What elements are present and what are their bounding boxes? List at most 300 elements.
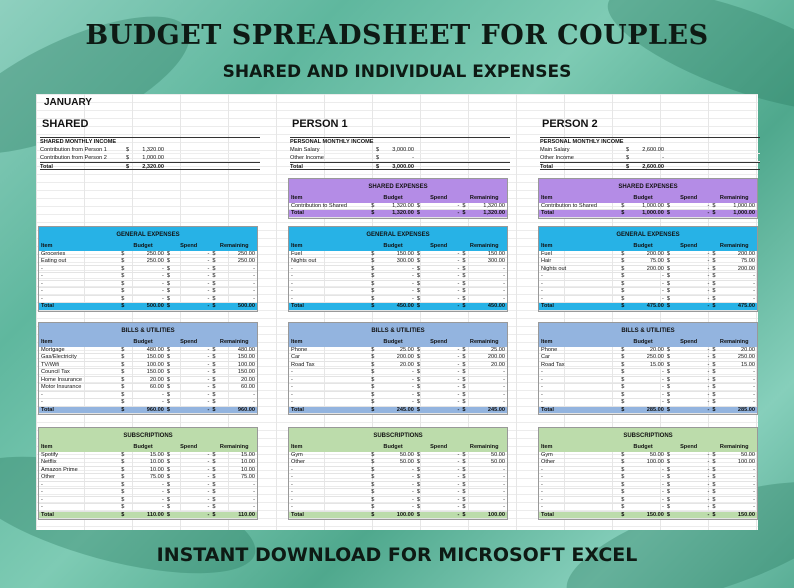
item-cell[interactable]: - [291,369,293,375]
budget-cell[interactable] [620,504,666,511]
spend-cell[interactable] [166,266,212,273]
spend-cell[interactable] [166,273,212,280]
spend-cell[interactable] [166,354,212,361]
item-cell[interactable]: Spotify [41,451,59,458]
item-cell[interactable]: TV/Wifi [41,361,60,368]
remaining-cell[interactable] [711,354,757,361]
item-cell[interactable]: Phone [541,346,558,353]
item-cell[interactable]: - [291,504,293,510]
remaining-value: - [753,376,755,383]
spend-cell[interactable] [416,273,462,280]
item-cell[interactable]: - [291,391,293,398]
remaining-cell[interactable] [711,281,757,288]
spend-cell[interactable] [166,399,212,406]
income-value[interactable]: 1,320.00 [142,147,164,153]
budget-cell[interactable] [620,296,666,303]
remaining-cell[interactable] [461,369,507,376]
remaining-cell[interactable] [211,281,257,288]
budget-cell[interactable] [370,347,416,354]
budget-cell[interactable] [120,354,166,361]
budget-cell[interactable] [620,273,666,280]
spend-cell[interactable] [666,369,712,376]
item-cell[interactable]: - [291,288,293,294]
spend-cell[interactable] [666,392,712,399]
budget-cell[interactable] [120,266,166,273]
budget-cell[interactable] [370,362,416,369]
item-cell[interactable]: Other [541,459,555,465]
remaining-cell[interactable] [211,354,257,361]
item-cell[interactable]: - [541,280,543,287]
budget-cell[interactable] [120,399,166,406]
spend-cell[interactable] [666,203,712,210]
budget-cell[interactable] [120,251,166,258]
spend-cell[interactable] [416,452,462,459]
item-cell[interactable]: Contribution to Shared [291,202,347,209]
budget-cell[interactable] [120,489,166,496]
budget-cell[interactable] [620,452,666,459]
table-row [539,474,757,482]
remaining-cell[interactable] [461,474,507,481]
item-cell[interactable]: - [291,273,293,279]
spend-cell[interactable] [416,459,462,466]
remaining-cell[interactable] [211,459,257,466]
budget-cell[interactable] [620,266,666,273]
spend-cell[interactable] [666,452,712,459]
budget-cell[interactable] [620,258,666,265]
spend-cell[interactable] [166,296,212,303]
remaining-cell[interactable] [711,362,757,369]
spend-cell[interactable] [666,266,712,273]
item-cell[interactable]: Contribution to Shared [541,202,597,209]
budget-cell[interactable] [620,459,666,466]
spend-cell[interactable] [666,296,712,303]
item-cell[interactable]: - [41,295,43,302]
budget-cell[interactable] [620,482,666,489]
budget-cell[interactable] [120,288,166,295]
spend-cell[interactable] [416,392,462,399]
item-cell[interactable]: Nights out [291,258,317,264]
budget-cell[interactable] [620,281,666,288]
remaining-cell[interactable] [211,251,257,258]
budget-cell[interactable] [120,258,166,265]
spend-cell[interactable] [416,203,462,210]
budget-cell[interactable] [370,467,416,474]
remaining-cell[interactable] [461,273,507,280]
remaining-cell[interactable] [711,203,757,210]
budget-cell[interactable] [620,489,666,496]
spend-cell[interactable] [416,251,462,258]
remaining-cell[interactable] [711,251,757,258]
budget-cell[interactable] [620,392,666,399]
item-cell[interactable]: - [541,295,543,302]
remaining-cell[interactable] [711,288,757,295]
item-cell[interactable]: Amazon Prime [41,466,78,473]
budget-cell[interactable] [620,369,666,376]
budget-cell[interactable] [370,354,416,361]
remaining-cell[interactable] [211,266,257,273]
spend-cell[interactable] [416,377,462,384]
spend-cell[interactable] [166,377,212,384]
spend-cell[interactable] [666,482,712,489]
remaining-cell[interactable] [711,273,757,280]
item-cell[interactable]: Other [291,459,305,465]
item-cell[interactable]: - [541,391,543,398]
remaining-cell[interactable] [711,474,757,481]
item-cell[interactable]: - [291,399,293,405]
item-cell[interactable]: - [291,474,293,480]
item-cell[interactable]: Gas/Electricity [41,354,77,360]
spend-cell[interactable] [166,281,212,288]
budget-cell[interactable] [120,392,166,399]
item-cell[interactable]: Fuel [541,250,552,257]
remaining-cell[interactable] [711,504,757,511]
spend-cell[interactable] [166,489,212,496]
spend-cell[interactable] [166,251,212,258]
budget-cell[interactable] [370,258,416,265]
budget-cell[interactable] [370,399,416,406]
remaining-cell[interactable] [461,362,507,369]
budget-cell[interactable] [370,489,416,496]
remaining-cell[interactable] [211,452,257,459]
budget-cell[interactable] [120,482,166,489]
item-cell[interactable]: - [291,280,293,287]
spend-cell[interactable] [666,474,712,481]
remaining-cell[interactable] [461,459,507,466]
remaining-cell[interactable] [461,384,507,391]
remaining-cell[interactable] [461,399,507,406]
item-cell[interactable]: - [541,489,543,495]
item-cell[interactable]: - [291,376,293,383]
budget-cell[interactable] [370,203,416,210]
remaining-cell[interactable] [211,273,257,280]
spend-cell[interactable] [166,362,212,369]
item-cell[interactable]: Netflix [41,459,57,465]
budget-cell[interactable] [120,296,166,303]
item-cell[interactable]: Phone [291,346,308,353]
budget-cell[interactable] [370,504,416,511]
item-cell[interactable]: - [541,399,543,405]
item-cell[interactable]: Road Tax [291,361,315,368]
currency-symbol: $ [371,250,375,257]
spend-cell[interactable] [666,273,712,280]
remaining-cell[interactable] [211,504,257,511]
item-cell[interactable]: - [41,273,43,279]
item-cell[interactable]: Road Tax [541,361,565,368]
remaining-cell[interactable] [461,377,507,384]
remaining-cell[interactable] [461,497,507,504]
spend-cell[interactable] [666,459,712,466]
budget-cell[interactable] [120,467,166,474]
spend-cell[interactable] [666,251,712,258]
remaining-cell[interactable] [461,347,507,354]
budget-cell[interactable] [370,377,416,384]
budget-cell[interactable] [370,474,416,481]
item-cell[interactable]: - [41,265,43,272]
item-cell[interactable]: - [541,496,543,503]
spend-cell[interactable] [666,258,712,265]
item-cell[interactable]: - [291,489,293,495]
budget-cell[interactable] [620,474,666,481]
income-value[interactable]: - [412,155,414,161]
item-cell[interactable]: - [41,280,43,287]
item-cell[interactable]: - [41,489,43,495]
income-value[interactable]: 2,600.00 [642,147,664,153]
spend-cell[interactable] [166,467,212,474]
spend-cell[interactable] [166,504,212,511]
item-cell[interactable]: - [41,504,43,510]
remaining-cell[interactable] [211,497,257,504]
item-cell[interactable]: Car [291,354,301,360]
remaining-cell[interactable] [461,281,507,288]
item-cell[interactable]: - [291,295,293,302]
item-cell[interactable]: - [541,481,543,488]
remaining-cell[interactable] [461,203,507,210]
remaining-cell[interactable] [461,452,507,459]
table-row [289,504,507,512]
spend-cell[interactable] [416,266,462,273]
remaining-cell[interactable] [711,392,757,399]
item-cell[interactable]: Gym [541,451,553,458]
spend-cell[interactable] [166,497,212,504]
spend-cell[interactable] [416,288,462,295]
spend-cell[interactable] [666,399,712,406]
item-cell[interactable]: Hair [541,258,552,264]
budget-cell[interactable] [620,399,666,406]
spend-cell[interactable] [166,452,212,459]
budget-cell[interactable] [370,482,416,489]
budget-cell[interactable] [620,377,666,384]
budget-cell[interactable] [370,281,416,288]
budget-cell[interactable] [370,392,416,399]
remaining-cell[interactable] [211,482,257,489]
budget-cell[interactable] [370,497,416,504]
spend-cell[interactable] [416,489,462,496]
item-cell[interactable]: - [541,369,543,375]
spend-cell[interactable] [416,474,462,481]
remaining-cell[interactable] [461,296,507,303]
spend-cell[interactable] [666,354,712,361]
currency-symbol: $ [666,474,670,480]
budget-cell[interactable] [620,251,666,258]
remaining-cell[interactable] [461,392,507,399]
spend-cell[interactable] [666,288,712,295]
budget-cell[interactable] [120,273,166,280]
budget-cell[interactable] [370,251,416,258]
remaining-cell[interactable] [711,489,757,496]
spend-cell[interactable] [166,459,212,466]
budget-cell[interactable] [370,452,416,459]
budget-cell[interactable] [120,347,166,354]
item-cell[interactable]: - [541,273,543,279]
budget-cell[interactable] [120,497,166,504]
budget-cell[interactable] [370,459,416,466]
remaining-cell[interactable] [711,347,757,354]
budget-value: - [661,504,664,510]
budget-cell[interactable] [370,384,416,391]
remaining-cell[interactable] [211,489,257,496]
remaining-cell[interactable] [711,258,757,265]
item-cell[interactable]: Fuel [291,250,302,257]
item-cell[interactable]: Home Insurance [41,376,83,383]
spend-cell[interactable] [166,474,212,481]
remaining-cell[interactable] [211,467,257,474]
spend-cell[interactable] [666,489,712,496]
remaining-cell[interactable] [711,467,757,474]
spend-cell[interactable] [666,467,712,474]
item-cell[interactable]: Eating out [41,258,67,264]
remaining-cell[interactable] [211,399,257,406]
item-cell[interactable]: - [291,466,293,473]
remaining-cell[interactable] [211,362,257,369]
item-cell[interactable]: - [41,481,43,488]
spend-cell[interactable] [416,482,462,489]
spend-cell[interactable] [166,288,212,295]
spend-cell[interactable] [666,384,712,391]
budget-cell[interactable] [370,296,416,303]
spend-cell[interactable] [166,482,212,489]
remaining-cell[interactable] [711,452,757,459]
income-value[interactable]: 3,000.00 [392,164,414,170]
spend-cell[interactable] [166,347,212,354]
budget-cell[interactable] [120,459,166,466]
spend-cell[interactable] [416,296,462,303]
income-value[interactable]: 2,320.00 [142,164,164,170]
budget-cell[interactable] [370,369,416,376]
budget-cell[interactable] [620,497,666,504]
spend-cell[interactable] [666,497,712,504]
remaining-cell[interactable] [711,384,757,391]
item-cell[interactable]: Gym [291,451,303,458]
item-cell[interactable]: - [541,288,543,294]
remaining-cell[interactable] [211,369,257,376]
remaining-cell[interactable] [211,288,257,295]
remaining-cell[interactable] [461,251,507,258]
remaining-cell[interactable] [711,266,757,273]
item-cell[interactable]: - [291,481,293,488]
spend-cell[interactable] [416,369,462,376]
item-cell[interactable]: Groceries [41,250,66,257]
spend-cell[interactable] [416,362,462,369]
spend-cell[interactable] [166,392,212,399]
budget-cell[interactable] [120,281,166,288]
income-value[interactable]: - [662,155,664,161]
budget-cell[interactable] [620,288,666,295]
spend-cell[interactable] [416,347,462,354]
item-cell[interactable]: - [41,496,43,503]
remaining-cell[interactable] [211,474,257,481]
item-cell[interactable]: Council Tax [41,369,70,375]
income-value[interactable]: 3,000.00 [392,147,414,153]
item-cell[interactable]: Mortgage [41,346,65,353]
budget-cell[interactable] [120,474,166,481]
spend-cell[interactable] [416,258,462,265]
item-cell[interactable]: - [41,391,43,398]
remaining-cell[interactable] [461,266,507,273]
remaining-cell[interactable] [711,369,757,376]
spend-cell[interactable] [666,347,712,354]
item-cell[interactable]: - [291,384,293,390]
budget-cell[interactable] [120,504,166,511]
remaining-cell[interactable] [211,296,257,303]
income-value[interactable]: 1,000.00 [142,155,164,161]
spend-cell[interactable] [416,467,462,474]
item-cell[interactable]: Car [541,354,551,360]
remaining-cell[interactable] [211,377,257,384]
budget-cell[interactable] [120,377,166,384]
spend-cell[interactable] [416,384,462,391]
item-cell[interactable]: - [541,474,543,480]
remaining-cell[interactable] [461,467,507,474]
spend-cell[interactable] [666,504,712,511]
item-cell[interactable]: Motor Insurance [41,384,82,390]
budget-cell[interactable] [120,369,166,376]
spend-cell[interactable] [666,281,712,288]
budget-cell[interactable] [120,362,166,369]
spend-cell[interactable] [166,369,212,376]
remaining-cell[interactable] [461,504,507,511]
spend-cell[interactable] [416,354,462,361]
budget-cell[interactable] [120,452,166,459]
item-cell[interactable]: - [541,504,543,510]
remaining-cell[interactable] [461,482,507,489]
remaining-cell[interactable] [711,482,757,489]
budget-cell[interactable] [120,384,166,391]
budget-cell[interactable] [620,354,666,361]
spend-cell[interactable] [166,384,212,391]
spend-cell[interactable] [666,377,712,384]
remaining-cell[interactable] [461,258,507,265]
item-cell[interactable]: - [541,384,543,390]
remaining-cell[interactable] [711,497,757,504]
budget-cell[interactable] [370,288,416,295]
item-cell[interactable]: - [541,466,543,473]
remaining-cell[interactable] [461,288,507,295]
remaining-cell[interactable] [211,258,257,265]
remaining-cell[interactable] [711,459,757,466]
spend-cell[interactable] [416,504,462,511]
budget-cell[interactable] [370,266,416,273]
item-cell[interactable]: - [41,399,43,405]
budget-cell[interactable] [370,273,416,280]
remaining-cell[interactable] [211,347,257,354]
budget-cell[interactable] [620,384,666,391]
item-cell[interactable]: - [41,288,43,294]
spend-cell[interactable] [416,281,462,288]
item-cell[interactable]: Other [41,474,55,480]
budget-cell[interactable] [620,347,666,354]
remaining-cell[interactable] [711,377,757,384]
budget-cell[interactable] [620,467,666,474]
spend-cell[interactable] [416,399,462,406]
remaining-cell[interactable] [711,399,757,406]
currency-symbol: $ [462,451,466,458]
income-value[interactable]: 2,600.00 [642,164,664,170]
remaining-cell[interactable] [461,354,507,361]
spend-cell[interactable] [166,258,212,265]
budget-cell[interactable] [620,203,666,210]
item-cell[interactable]: - [291,265,293,272]
remaining-cell[interactable] [711,296,757,303]
remaining-cell[interactable] [211,392,257,399]
item-cell[interactable]: - [291,496,293,503]
remaining-cell[interactable] [461,489,507,496]
spend-cell[interactable] [666,362,712,369]
item-cell[interactable]: Nights out [541,265,567,272]
spend-cell[interactable] [416,497,462,504]
remaining-cell[interactable] [211,384,257,391]
budget-cell[interactable] [620,362,666,369]
item-cell[interactable]: - [541,376,543,383]
